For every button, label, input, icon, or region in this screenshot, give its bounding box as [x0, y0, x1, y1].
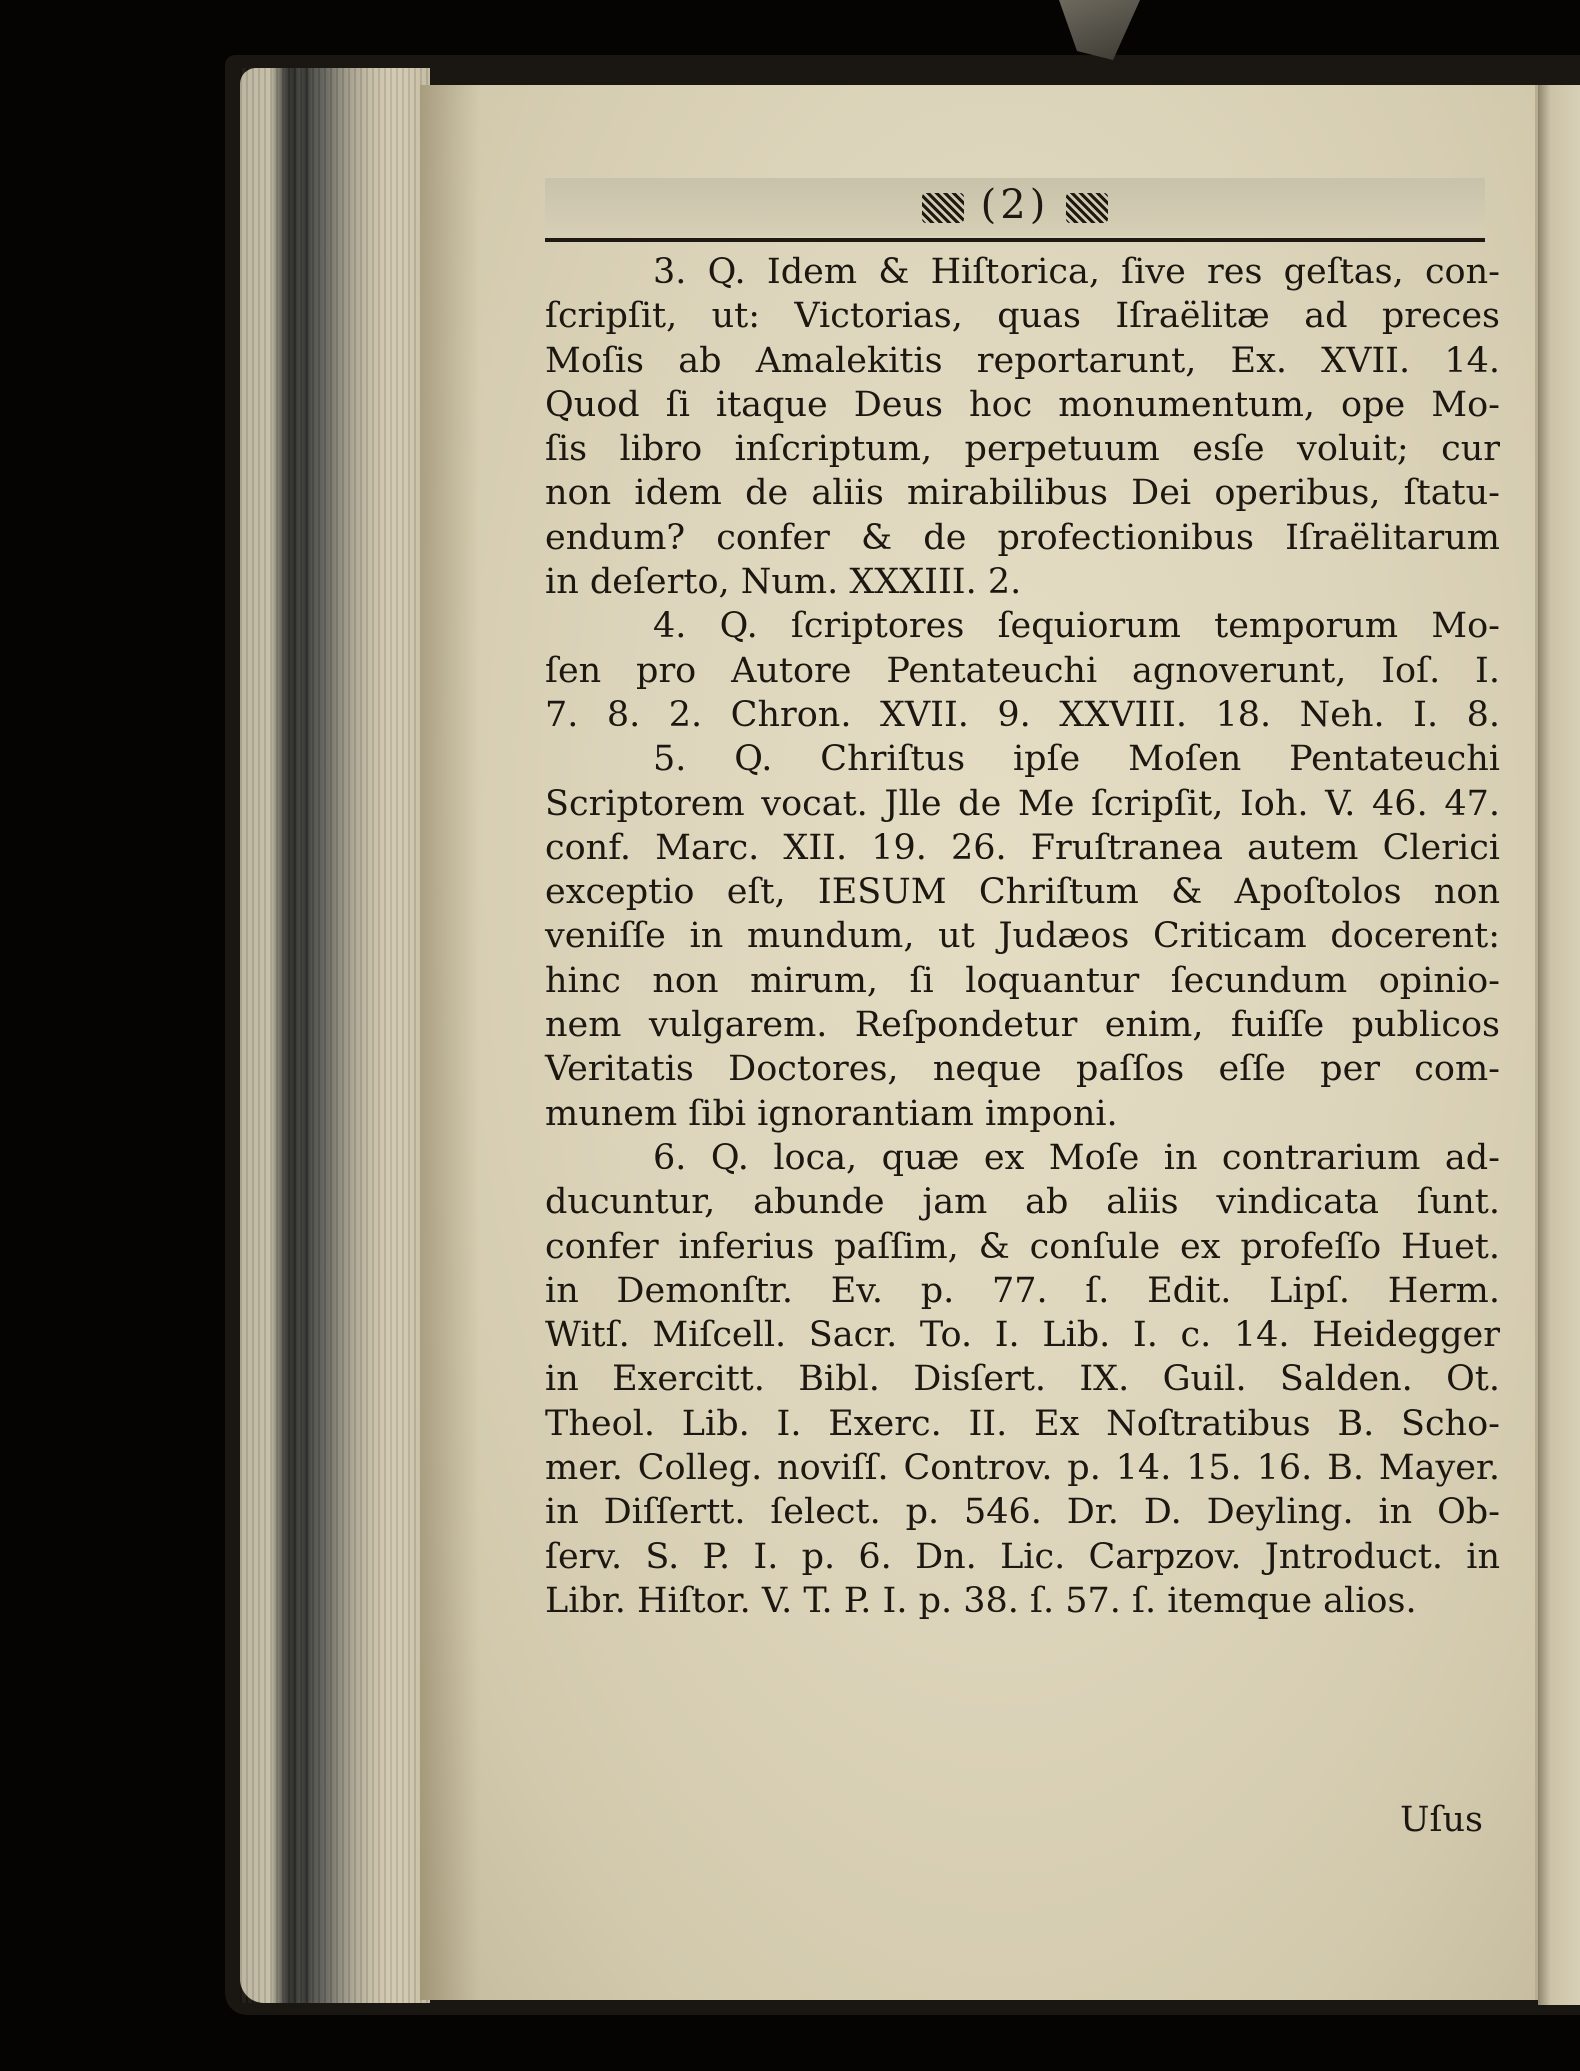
facing-page-edge — [1538, 85, 1580, 2005]
body-text — [545, 250, 1500, 1623]
text-line: ducuntur, abunde jam ab aliis vindicata ſunt. — [545, 1182, 1500, 1223]
text-line: Witſ. Miſcell. Sacr. To. I. Lib. I. c. 14. Heidegger — [545, 1315, 1500, 1356]
text-line: confer inferius paſſim, & conſule ex profeſſo Huet. — [545, 1226, 1500, 1267]
text-line: endum? confer & de profectionibus Iſraëlitarum — [545, 517, 1500, 558]
text-line: in deſerto, Num. XXXIII. 2. — [545, 562, 1022, 603]
page-edges — [240, 68, 430, 2003]
text-line: non idem de aliis mirabilibus Dei operibus, ſtatu- — [545, 473, 1500, 514]
text-line: 4. Q. ſcriptores ſequiorum temporum Mo- — [653, 606, 1500, 647]
text-line: ſis libro inſcriptum, perpetuum esſe voluit; cur — [545, 429, 1500, 470]
page-number: (2) — [980, 182, 1050, 228]
text-line: nem vulgarem. Reſpondetur enim, fuiſſe publicos — [545, 1005, 1500, 1046]
torn-tab — [1050, 0, 1140, 60]
text-line: conf. Marc. XII. 19. 26. Fruſtranea autem Clerici — [545, 827, 1500, 868]
page-header — [545, 178, 1485, 236]
text-line: Moſis ab Amalekitis reportarunt, Ex. XVII. 14. — [545, 340, 1500, 381]
text-line: veniſſe in mundum, ut Judæos Criticam docerent: — [545, 916, 1500, 957]
text-line: mer. Colleg. noviſſ. Controv. p. 14. 15. 16. B. Mayer. — [545, 1448, 1500, 1489]
text-line: Quod ſi itaque Deus hoc monumentum, ope Mo- — [545, 384, 1500, 425]
text-line: in Exercitt. Bibl. Disſert. IX. Guil. Salden. Ot. — [545, 1359, 1500, 1400]
ornament-right-icon — [1066, 193, 1108, 223]
text-line: Scriptorem vocat. Jlle de Me ſcripſit, Ioh. V. 46. 47. — [545, 783, 1500, 824]
header-rule — [545, 238, 1485, 242]
text-line: hinc non mirum, ſi loquantur ſecundum opinio- — [545, 960, 1500, 1001]
text-line: 3. Q. Idem & Hiſtorica, ſive res geſtas, con- — [653, 252, 1500, 292]
text-line: in Demonſtr. Ev. p. 77. ſ. Edit. Lipſ. Herm. — [545, 1270, 1500, 1311]
text-line: 7. 8. 2. Chron. XVII. 9. XXVIII. 18. Neh. I. 8. — [545, 694, 1500, 735]
text-line: in Diſſertt. ſelect. p. 546. Dr. D. Deyling. in Ob- — [545, 1492, 1500, 1533]
text-line: ſen pro Autore Pentateuchi agnoverunt, Ioſ. I. — [545, 650, 1500, 691]
text-line: 6. Q. loca, quæ ex Moſe in contrarium ad- — [653, 1137, 1500, 1178]
text-line: ſerv. S. P. I. p. 6. Dn. Lic. Carpzov. Jntroduct. in — [545, 1536, 1500, 1577]
text-line: munem ſibi ignorantiam imponi. — [545, 1093, 1118, 1134]
text-line: Theol. Lib. I. Exerc. II. Ex Noſtratibus B. Scho- — [545, 1403, 1500, 1444]
text-line: Libr. Hiſtor. V. T. P. I. p. 38. ſ. 57. ſ. itemque alios. — [545, 1580, 1417, 1621]
text-line: 5. Q. Chriſtus ipſe Moſen Pentateuchi — [653, 739, 1500, 780]
text-line: ſcripſit, ut: Victorias, quas Iſraëlitæ ad preces — [545, 296, 1500, 337]
text-line: exceptio eſt, IESUM Chriſtum & Apoſtolos non — [545, 872, 1500, 913]
text-line: Veritatis Doctores, neque paſſos eſſe per com- — [545, 1049, 1500, 1090]
ornament-left-icon — [922, 193, 964, 223]
catchword: Uſus — [1400, 1800, 1483, 1840]
